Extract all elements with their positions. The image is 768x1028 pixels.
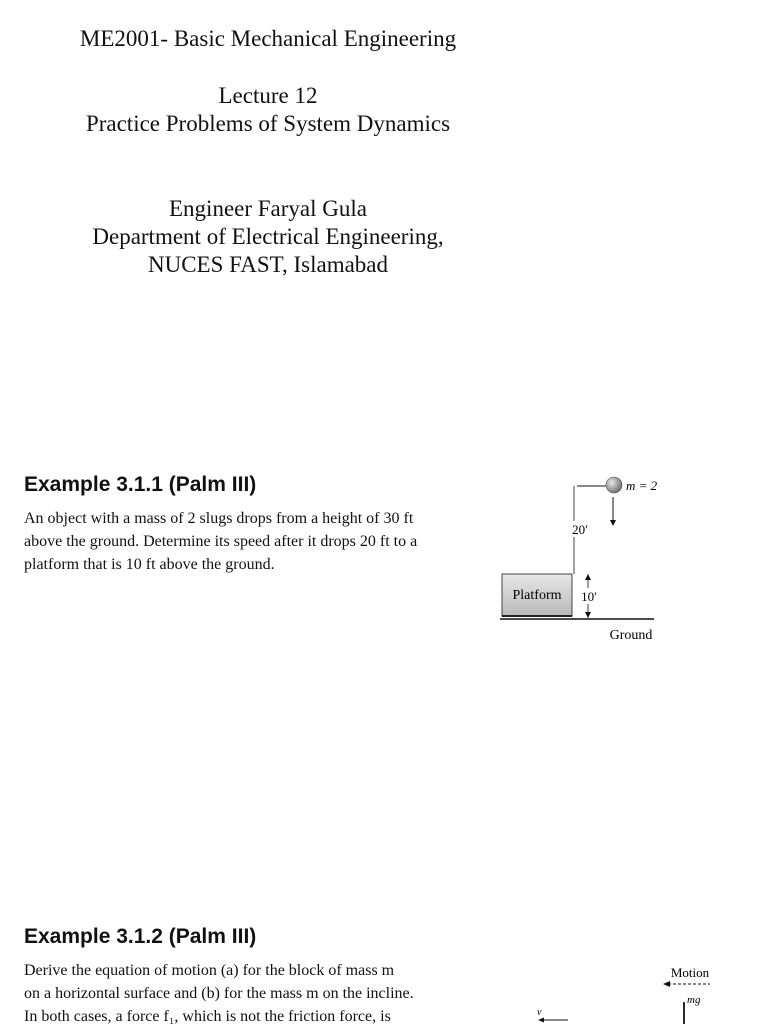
- block-motion-figure: [520, 960, 740, 1024]
- lecture-number: Lecture 12: [218, 83, 318, 108]
- example-1-line: platform that is 10 ft above the ground.: [24, 556, 275, 573]
- example-2-body: [24, 959, 469, 1028]
- lower-height-label: 10′: [581, 589, 597, 604]
- falling-mass-figure: [490, 470, 690, 650]
- course-title: ME2001- Basic Mechanical Engineering: [79, 26, 457, 51]
- example-1-body: [24, 507, 469, 576]
- upper-height-label: 20′: [572, 522, 588, 537]
- department-name: Department of Electrical Engineering,: [92, 224, 444, 249]
- example-2-line: on a horizontal surface and (b) for the mass m on the incline.: [24, 985, 414, 1002]
- example-1-heading: Example 3.1.1 (Palm III): [24, 473, 257, 496]
- lecture-topic: Practice Problems of System Dynamics: [85, 111, 451, 136]
- example-2-heading: Example 3.1.2 (Palm III): [24, 925, 257, 948]
- example-2-line: In both cases, a force f₁, which is not the friction force, is: [24, 1008, 391, 1025]
- weight-label: mg: [687, 994, 701, 1006]
- velocity-label: v: [537, 1007, 542, 1018]
- mass-ball: [606, 477, 622, 493]
- mass-label: m = 2: [626, 478, 658, 493]
- platform-label: Platform: [512, 588, 562, 603]
- ground-label: Ground: [609, 628, 653, 643]
- institution-name: NUCES FAST, Islamabad: [148, 252, 388, 277]
- motion-arrow-icon: [663, 981, 670, 987]
- motion-label: Motion: [670, 965, 710, 980]
- instructor-name: Engineer Faryal Gula: [169, 196, 367, 221]
- velocity-arrow-icon: [538, 1018, 544, 1023]
- example-1-line: above the ground. Determine its speed after it drops 20 ft to a: [24, 533, 418, 550]
- example-2-line: Derive the equation of motion (a) for the block of mass m: [24, 962, 395, 979]
- down-arrow-icon: [610, 520, 616, 526]
- example-1-line: An object with a mass of 2 slugs drops from a height of 30 ft: [24, 510, 414, 527]
